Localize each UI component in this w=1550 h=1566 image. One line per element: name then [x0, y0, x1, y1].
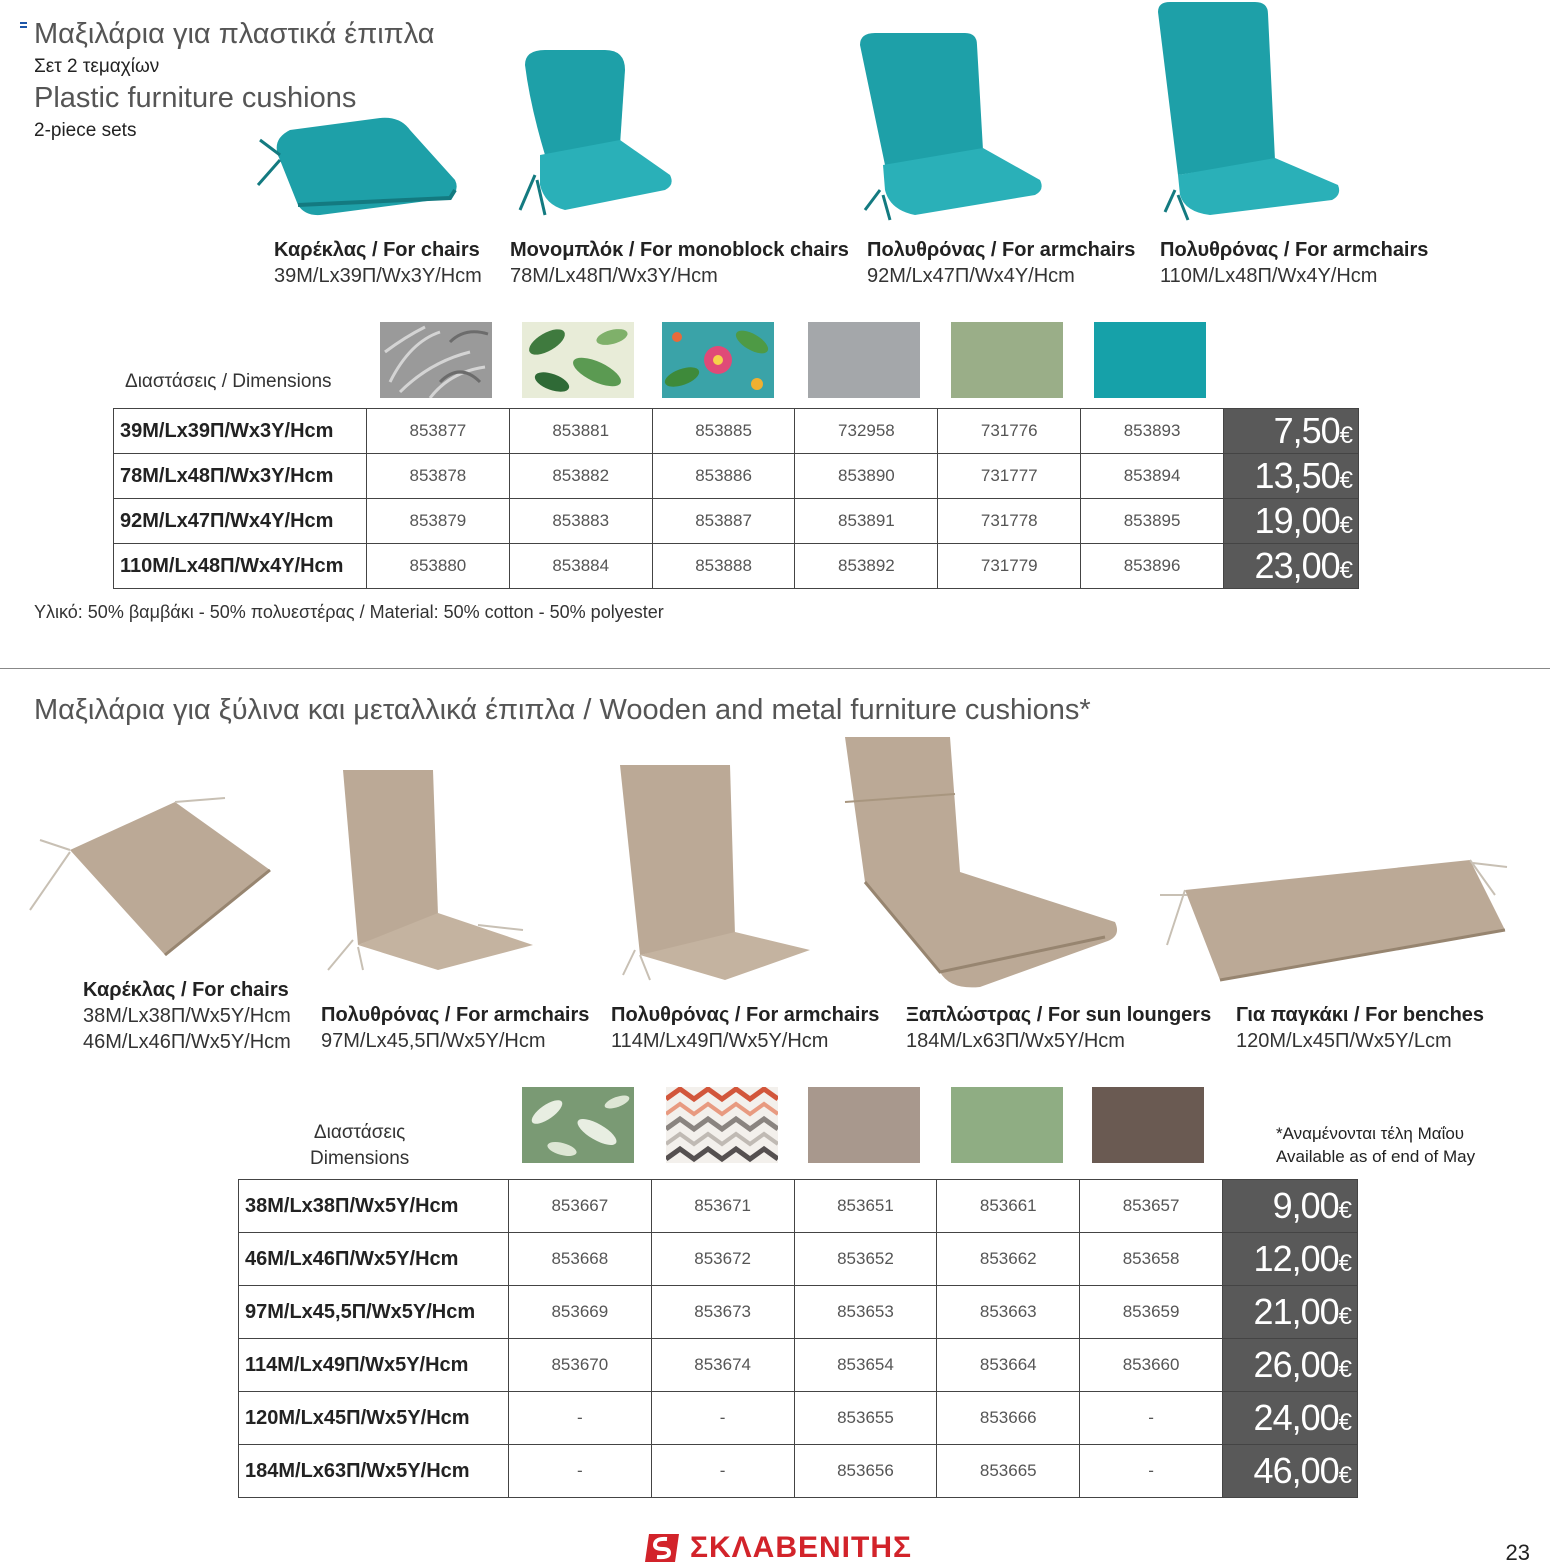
price-value: 13,50: [1254, 455, 1340, 496]
row-dimension: 92M/Lx47Π/Wx4Y/Hcm: [114, 499, 367, 544]
price: [1222, 1233, 1357, 1286]
row-dimension: 39M/Lx39Π/Wx3Y/Hcm: [114, 409, 367, 454]
product-dims: 46M/Lx46Π/Wx5Y/Hcm: [83, 1031, 291, 1053]
product-code: 853893: [1081, 409, 1224, 454]
swatch-brown: [1092, 1087, 1204, 1163]
price-value: 24,00: [1253, 1397, 1339, 1438]
product-code: -: [508, 1392, 651, 1445]
swatch-sage: [951, 1087, 1063, 1163]
product-code: 853653: [794, 1286, 937, 1339]
price: [1224, 499, 1359, 544]
chair-cushion-teal-image: [250, 110, 470, 220]
product-code: 853888: [652, 544, 795, 589]
wooden-metal-cushions-table: [238, 1179, 1358, 1498]
brand-logo-icon: [645, 1530, 683, 1566]
product-code: 853883: [509, 499, 652, 544]
product-code: 853877: [366, 409, 509, 454]
product-code: 853655: [794, 1392, 937, 1445]
price: [1224, 454, 1359, 499]
product-code: 853879: [366, 499, 509, 544]
product-code: -: [1080, 1392, 1223, 1445]
product-label: [274, 237, 482, 289]
table-row: [114, 409, 1359, 454]
row-dimension: 78M/Lx48Π/Wx3Y/Hcm: [114, 454, 367, 499]
product-code: 853668: [508, 1233, 651, 1286]
row-dimension: 46M/Lx46Π/Wx5Y/Hcm: [239, 1233, 509, 1286]
product-code: 853671: [651, 1180, 794, 1233]
product-code: 853885: [652, 409, 795, 454]
product-name: Πολυθρόνας / For armchairs: [321, 1004, 590, 1026]
price: [1222, 1445, 1357, 1498]
price-value: 7,50: [1273, 410, 1340, 451]
product-code: 731779: [938, 544, 1081, 589]
sun-lounger-cushion-beige-image: [840, 732, 1125, 997]
row-dimension: 184M/Lx63Π/Wx5Y/Hcm: [239, 1445, 509, 1498]
flag-icon: [20, 22, 27, 28]
material-note: Υλικό: 50% βαμβάκι - 50% πολυεστέρας / Material: 50% cotton - 50% polyester: [34, 602, 664, 622]
section1-title-en: Plastic furniture cushions: [34, 82, 357, 114]
section1-subtitle-gr: Σετ 2 τεμαχίων: [34, 56, 160, 77]
product-dims: 38M/Lx38Π/Wx5Y/Hcm: [83, 1005, 291, 1027]
price-value: 19,00: [1254, 500, 1340, 541]
table-row: [239, 1445, 1358, 1498]
table-row: [114, 499, 1359, 544]
product-code: 853881: [509, 409, 652, 454]
dimensions-label-en: Dimensions: [310, 1148, 410, 1169]
availability-note-en: Available as of end of May: [1276, 1147, 1476, 1166]
currency: €: [1338, 1303, 1351, 1330]
product-code: 732958: [795, 409, 938, 454]
table-row: [239, 1286, 1358, 1339]
product-dims: 114M/Lx49Π/Wx5Y/Hcm: [611, 1030, 829, 1052]
row-dimension: 110M/Lx48Π/Wx4Y/Hcm: [114, 544, 367, 589]
price-value: 21,00: [1253, 1291, 1339, 1332]
product-code: -: [508, 1445, 651, 1498]
currency: €: [1338, 1356, 1351, 1383]
table-row: [114, 454, 1359, 499]
product-code: 853657: [1080, 1180, 1223, 1233]
price: [1224, 544, 1359, 589]
swatch-green-leaves: [522, 1087, 634, 1163]
product-label: [906, 1002, 1211, 1054]
availability-note: [1276, 1122, 1475, 1168]
product-code: 853658: [1080, 1233, 1223, 1286]
availability-note-gr: *Αναμένονται τέλη Μαΐου: [1276, 1124, 1465, 1143]
armchair-cushion-beige-image: [318, 765, 548, 975]
dimensions-label-gr: Διαστάσεις: [313, 1122, 406, 1143]
section-divider: [0, 668, 1550, 669]
product-code: 853880: [366, 544, 509, 589]
swatch-sage: [951, 322, 1063, 398]
product-code: 853659: [1080, 1286, 1223, 1339]
product-code: 853651: [794, 1180, 937, 1233]
product-code: 853672: [651, 1233, 794, 1286]
product-name: Καρέκλας / For chairs: [83, 979, 289, 1001]
product-code: 731777: [938, 454, 1081, 499]
swatch-teal-floral: [662, 322, 774, 398]
product-label: [321, 1002, 589, 1054]
price: [1222, 1180, 1357, 1233]
product-code: 853886: [652, 454, 795, 499]
section1-title-gr: Μαξιλάρια για πλαστικά έπιπλα: [34, 18, 435, 50]
product-code: 853652: [794, 1233, 937, 1286]
product-code: 853654: [794, 1339, 937, 1392]
product-code: 853670: [508, 1339, 651, 1392]
product-code: 853666: [937, 1392, 1080, 1445]
product-code: 853887: [652, 499, 795, 544]
product-name: Για παγκάκι / For benches: [1236, 1004, 1485, 1026]
product-dims: 97M/Lx45,5Π/Wx5Y/Hcm: [321, 1030, 546, 1052]
product-code: 853663: [937, 1286, 1080, 1339]
product-code: 853674: [651, 1339, 794, 1392]
product-code: 853662: [937, 1233, 1080, 1286]
price-value: 9,00: [1272, 1185, 1339, 1226]
product-code: 853661: [937, 1180, 1080, 1233]
product-name: Πολυθρόνας / For armchairs: [867, 239, 1136, 261]
product-dims: 120M/Lx45Π/Wx5Y/Lcm: [1236, 1030, 1452, 1052]
swatch-teal: [1094, 322, 1206, 398]
product-code: 853895: [1081, 499, 1224, 544]
product-code: -: [651, 1392, 794, 1445]
swatch-taupe: [808, 1087, 920, 1163]
table-row: [114, 544, 1359, 589]
section1-subtitle-en: 2-piece sets: [34, 120, 137, 141]
currency: €: [1338, 1462, 1351, 1489]
product-name: Μονομπλόκ / For monoblock chairs: [510, 239, 849, 261]
price-value: 26,00: [1253, 1344, 1339, 1385]
product-name: Καρέκλας / For chairs: [274, 239, 480, 261]
row-dimension: 38M/Lx38Π/Wx5Y/Hcm: [239, 1180, 509, 1233]
product-name: Ξαπλώστρας / For sun loungers: [906, 1004, 1212, 1026]
product-code: 853882: [509, 454, 652, 499]
swatch-grey: [808, 322, 920, 398]
currency: €: [1339, 512, 1352, 539]
table-row: [239, 1233, 1358, 1286]
currency: €: [1338, 1250, 1351, 1277]
product-code: 853669: [508, 1286, 651, 1339]
product-label: [611, 1002, 879, 1054]
product-name: Πολυθρόνας / For armchairs: [1160, 239, 1429, 261]
swatch-green-tropical: [522, 322, 634, 398]
chair-cushion-beige-image: [25, 790, 280, 965]
product-label: [1236, 1002, 1484, 1054]
page-number: 23: [1505, 1540, 1530, 1565]
product-dims: 110M/Lx48Π/Wx4Y/Hcm: [1160, 265, 1378, 287]
product-code: 853896: [1081, 544, 1224, 589]
product-code: 853878: [366, 454, 509, 499]
price: [1222, 1286, 1357, 1339]
swatch-grey-leaves: [380, 322, 492, 398]
product-dims: 78M/Lx48Π/Wx3Y/Hcm: [510, 265, 718, 287]
product-dims: 39M/Lx39Π/Wx3Y/Hcm: [274, 265, 482, 287]
armchair-high-cushion-teal-image: [1150, 0, 1350, 225]
table-row: [239, 1180, 1358, 1233]
product-code: 853894: [1081, 454, 1224, 499]
product-dims: 92M/Lx47Π/Wx4Y/Hcm: [867, 265, 1075, 287]
product-code: 853884: [509, 544, 652, 589]
currency: €: [1338, 1409, 1351, 1436]
section2-title: Μαξιλάρια για ξύλινα και μεταλλικά έπιπλα / Wooden and metal furniture cushions*: [34, 694, 1091, 726]
price: [1224, 409, 1359, 454]
product-code: 853664: [937, 1339, 1080, 1392]
price-value: 12,00: [1253, 1238, 1339, 1279]
product-label: [510, 237, 849, 289]
armchair-high-cushion-beige-image: [615, 760, 815, 985]
monoblock-cushion-teal-image: [505, 45, 685, 225]
row-dimension: 114M/Lx49Π/Wx5Y/Hcm: [239, 1339, 509, 1392]
product-code: 853891: [795, 499, 938, 544]
product-code: 853892: [795, 544, 938, 589]
price-value: 23,00: [1254, 545, 1340, 586]
bench-cushion-beige-image: [1155, 855, 1510, 990]
product-code: 853667: [508, 1180, 651, 1233]
product-code: 731778: [938, 499, 1081, 544]
product-code: 853665: [937, 1445, 1080, 1498]
product-code: -: [1080, 1445, 1223, 1498]
product-label: [1160, 237, 1428, 289]
currency: €: [1338, 1197, 1351, 1224]
product-code: 731776: [938, 409, 1081, 454]
currency: €: [1339, 467, 1352, 494]
row-dimension: 97M/Lx45,5Π/Wx5Y/Hcm: [239, 1286, 509, 1339]
armchair-cushion-teal-image: [855, 30, 1055, 225]
brand-name: ΣΚΛΑΒΕΝΙΤΗΣ: [690, 1531, 913, 1564]
price: [1222, 1339, 1357, 1392]
product-name: Πολυθρόνας / For armchairs: [611, 1004, 880, 1026]
product-code: 853673: [651, 1286, 794, 1339]
price-value: 46,00: [1253, 1450, 1339, 1491]
swatch-chevron: [666, 1087, 778, 1163]
currency: €: [1339, 557, 1352, 584]
currency: €: [1339, 422, 1352, 449]
table-row: [239, 1392, 1358, 1445]
dimensions-label: Διαστάσεις / Dimensions: [125, 371, 332, 392]
product-label: [83, 977, 291, 1055]
plastic-cushions-table: [113, 408, 1359, 589]
product-code: 853660: [1080, 1339, 1223, 1392]
table-row: [239, 1339, 1358, 1392]
row-dimension: 120M/Lx45Π/Wx5Y/Hcm: [239, 1392, 509, 1445]
product-code: 853890: [795, 454, 938, 499]
dimensions-label: [310, 1120, 409, 1172]
product-code: -: [651, 1445, 794, 1498]
product-code: 853656: [794, 1445, 937, 1498]
product-label: [867, 237, 1135, 289]
price: [1222, 1392, 1357, 1445]
product-dims: 184M/Lx63Π/Wx5Y/Hcm: [906, 1030, 1125, 1052]
